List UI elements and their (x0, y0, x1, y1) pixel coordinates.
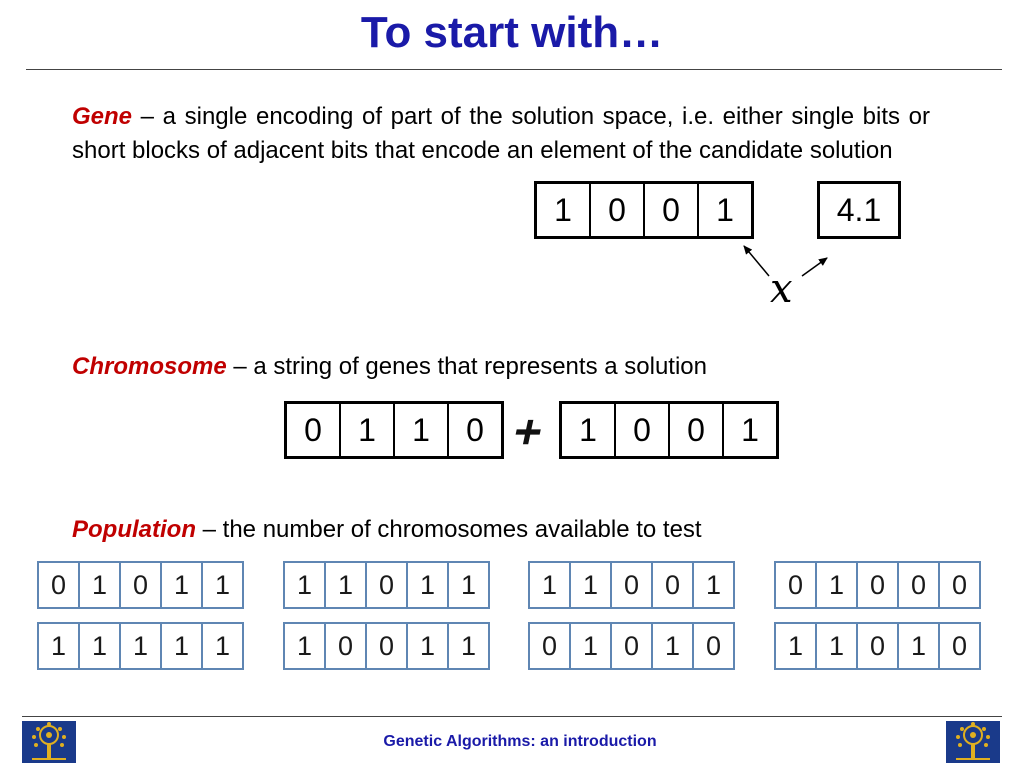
population-bit: 1 (776, 624, 817, 668)
chromosome-bit: 1 (562, 404, 616, 456)
chromosome-bit: 0 (466, 411, 484, 448)
population-bit: 0 (951, 630, 968, 661)
population-bit: 1 (571, 563, 612, 607)
population-bit: 1 (80, 563, 121, 607)
population-bit: 1 (39, 624, 80, 668)
gene-real-value: 4.1 (836, 191, 882, 228)
gene-real-example (817, 181, 901, 239)
gene-bit: 0 (645, 184, 699, 236)
population-bit: 0 (367, 563, 408, 607)
population-term: Population (72, 516, 196, 543)
population-bit: 1 (899, 624, 940, 668)
population-bit: 1 (408, 624, 449, 668)
chromosome-definition-text: – a string of genes that represents a solution (226, 353, 707, 380)
population-bit: 1 (817, 563, 858, 607)
population-bit: 0 (530, 624, 571, 668)
concat-operator: + (508, 406, 548, 459)
title-divider (26, 69, 1002, 70)
population-bit: 0 (705, 630, 722, 661)
chromosome-bit: 0 (287, 404, 341, 456)
population-bit: 0 (121, 563, 162, 607)
population-bit: 1 (460, 569, 477, 600)
population-bit: 1 (653, 624, 694, 668)
chromosome-bit: 1 (741, 411, 759, 448)
chromosome-gene-b (559, 401, 779, 459)
gene-definition-text: – a single encoding of part of the solution space, i.e. either single bits or short blocks of adjacent bits that encode an element of the candidate solution (72, 103, 930, 164)
population-bit: 0 (653, 563, 694, 607)
population-bit: 0 (858, 624, 899, 668)
population-chromosome (37, 561, 244, 609)
population-bit: 0 (612, 624, 653, 668)
population-bit: 1 (162, 563, 203, 607)
population-bit: 0 (367, 624, 408, 668)
population-bit: 1 (817, 624, 858, 668)
variable-x: x (770, 266, 793, 312)
population-bit: 0 (39, 563, 80, 607)
gene-bit: 1 (716, 191, 734, 228)
population-bit: 1 (571, 624, 612, 668)
population-bit: 0 (858, 563, 899, 607)
population-chromosome (528, 622, 735, 670)
gene-binary-example (534, 181, 754, 239)
gene-bit: 0 (591, 184, 645, 236)
tree-logo-icon (946, 721, 1000, 763)
gene-term: Gene (72, 103, 133, 130)
population-bit: 0 (951, 569, 968, 600)
population-definition (72, 513, 932, 547)
chromosome-term: Chromosome (72, 353, 227, 380)
population-chromosome (774, 622, 981, 670)
population-bit: 1 (408, 563, 449, 607)
chromosome-gene-a (284, 401, 504, 459)
population-bit: 1 (162, 624, 203, 668)
population-chromosome (528, 561, 735, 609)
arrow-to-binary (744, 246, 769, 276)
population-bit: 1 (80, 624, 121, 668)
population-bit: 1 (214, 630, 231, 661)
population-chromosome (37, 622, 244, 670)
population-bit: 1 (705, 569, 722, 600)
chromosome-definition (72, 350, 932, 384)
population-bit: 0 (326, 624, 367, 668)
population-definition-text: – the number of chromosomes available to test (195, 516, 702, 543)
population-chromosome (283, 561, 490, 609)
slide-title: To start with… (360, 8, 664, 57)
chromosome-bit: 0 (670, 404, 724, 456)
population-bit: 1 (326, 563, 367, 607)
population-bit: 1 (214, 569, 231, 600)
chromosome-bit: 1 (341, 404, 395, 456)
footer-title: Genetic Algorithms: an introduction (383, 733, 657, 750)
chromosome-bit: 0 (616, 404, 670, 456)
population-chromosome (774, 561, 981, 609)
footer-divider (22, 716, 1002, 717)
population-bit: 0 (776, 563, 817, 607)
population-bit: 0 (899, 563, 940, 607)
population-bit: 1 (530, 563, 571, 607)
gene-bit: 1 (537, 184, 591, 236)
chromosome-bit: 1 (395, 404, 449, 456)
arrow-to-real (802, 258, 827, 276)
population-bit: 1 (460, 630, 477, 661)
population-bit: 1 (285, 563, 326, 607)
population-bit: 1 (285, 624, 326, 668)
population-bit: 0 (612, 563, 653, 607)
population-bit: 1 (121, 624, 162, 668)
gene-definition (72, 100, 930, 168)
population-chromosome (283, 622, 490, 670)
